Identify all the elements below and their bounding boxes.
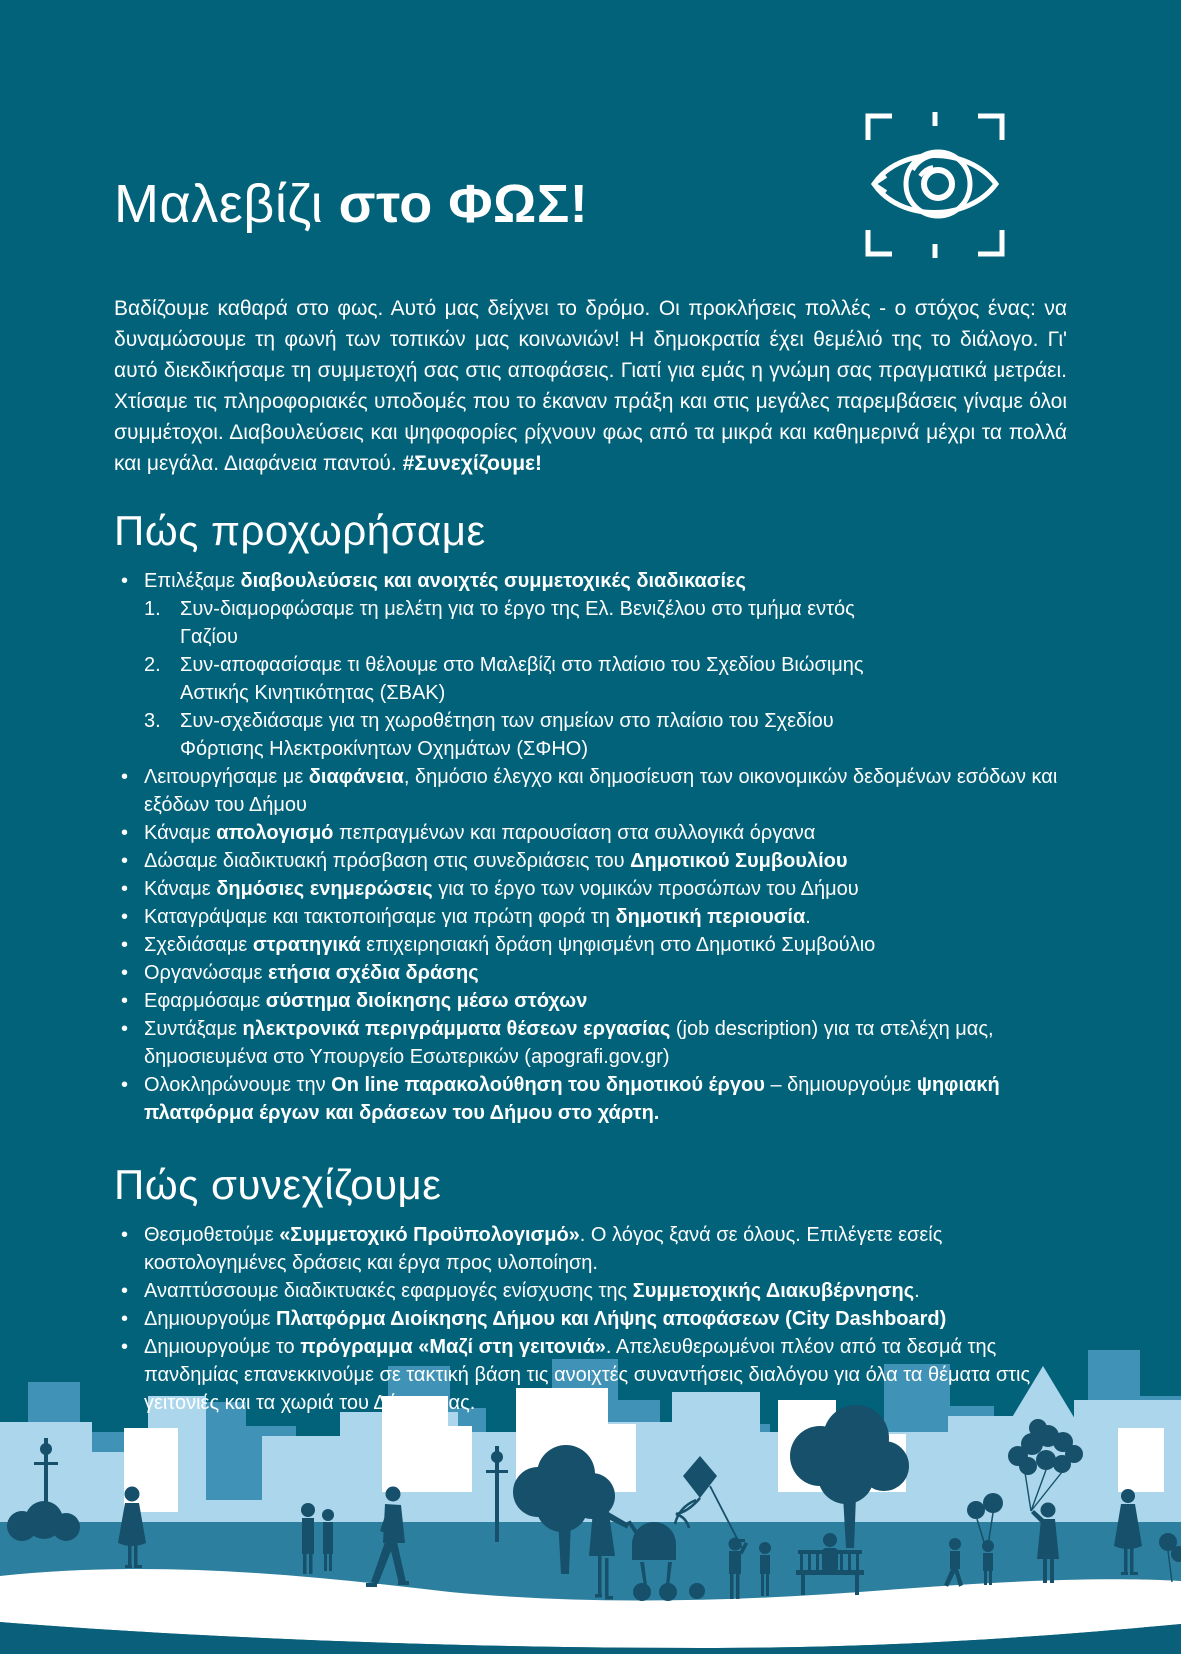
list-item-text: Οργανώσαμε ετήσια σχέδια δράσης	[144, 961, 479, 984]
bullet-marker: •	[121, 1279, 129, 1302]
list-item-text: Σχεδιάσαμε στρατηγικά επιχειρησιακή δράση ψηφισμένη στο Δημοτικό Συμβούλιο	[144, 933, 876, 956]
page-title-bold: στο ΦΩΣ!	[338, 174, 589, 234]
eye-viewfinder-icon	[860, 104, 1010, 264]
bullet-marker: •	[121, 1017, 129, 1040]
list-item-text: Κάναμε απολογισμό πεπραγμένων και παρουσίαση στα συλλογικά όργανα	[144, 821, 816, 844]
intro-paragraph: Βαδίζουμε καθαρά στο φως. Αυτό μας δείχνει το δρόμο. Οι προκλήσεις πολλές - ο στόχος ένας: να δυναμώσουμε τη φωνή των τοπικών μας κοινωνιών! Η δημοκρατία έχει θεμέλιό της το διάλογο. Γι' αυτό διεκδικήσαμε τη συμμετοχή σας στις αποφάσεις. Γιατί για εμάς η γνώμη σας πραγματικά μετράει. Χτίσαμε τις πληροφοριακές υποδομές που το έκαναν πράξη και στις μεγάλες παρεμβάσεις γίναμε όλοι συμμέτοχοι. Διαβουλεύσεις και ψηφοφορίες ρίχνουν φως από τα μικρά και καθημερινά μέχρι τα πολλά και μεγάλα. Διαφάνεια παντού. #Συνεχίζουμε!	[114, 296, 1067, 475]
list-item-text: Αναπτύσσουμε διαδικτυακές εφαρμογές ενίσχυσης της Συμμετοχικής Διακυβέρνησης.	[144, 1279, 920, 1302]
list-item	[114, 931, 1067, 959]
page-title-light: Μαλεβίζι	[114, 174, 339, 234]
list-item-text: Συντάξαμε ηλεκτρονικά περιγράμματα θέσεων εργασίας (job description) για τα στελέχη μας, δημοσιευμένα στο Υπουργείο Εσωτερικών (apografi.gov.gr)	[144, 1017, 994, 1068]
list-item-text: Ολοκληρώνουμε την On line παρακολούθηση του δημοτικού έργου – δημιουργούμε ψηφιακή πλατφόρμα έργων και δράσεων του Δήμου στο χάρτη.	[144, 1073, 1000, 1124]
bullet-marker: •	[121, 933, 129, 956]
list-item-text: Λειτουργήσαμε με διαφάνεια, δημόσιο έλεγχο και δημοσίευση των οικονομικών δεδομένων εσόδων και εξόδων του Δήμου	[144, 765, 1058, 816]
list-item	[114, 567, 1067, 763]
bullet-marker: •	[121, 1307, 129, 1330]
flyer-content	[0, 176, 1181, 1417]
list-item-text: Θεσμοθετούμε «Συμμετοχικό Προϋπολογισμό». Ο λόγος ξανά σε όλους. Επιλέγετε εσείς κοστολογημένες δράσεις και έργα προς υλοποίηση.	[144, 1223, 943, 1274]
number-marker: 2.	[144, 653, 161, 676]
numbered-item	[144, 651, 914, 707]
list-item	[114, 959, 1067, 987]
list-item	[114, 1305, 1067, 1333]
list-item	[114, 1071, 1067, 1127]
bullet-marker: •	[121, 1223, 129, 1246]
list-item	[114, 1015, 1067, 1071]
list-item-text: Καταγράψαμε και τακτοποιήσαμε για πρώτη φορά τη δημοτική περιουσία.	[144, 905, 811, 928]
list-item	[114, 763, 1067, 819]
numbered-list	[144, 595, 914, 763]
bullet-marker: •	[121, 877, 129, 900]
bullet-marker: •	[121, 765, 129, 788]
list-item	[114, 1333, 1067, 1417]
bullet-marker: •	[121, 1073, 129, 1096]
number-marker: 1.	[144, 597, 161, 620]
numbered-item-text: Συν-αποφασίσαμε τι θέλουμε στο Μαλεβίζι στο πλαίσιο του Σχεδίου Βιώσιμης Αστικής Κινητικότητας (ΣΒΑΚ)	[180, 653, 864, 704]
section-heading-past: Πώς προχωρήσαμε	[114, 506, 486, 554]
bullet-marker: •	[121, 905, 129, 928]
bullet-marker: •	[121, 989, 129, 1012]
bullet-marker: •	[121, 961, 129, 984]
numbered-item	[144, 595, 914, 651]
list-item-text: Δώσαμε διαδικτυακή πρόσβαση στις συνεδριάσεις του Δημοτικού Συμβουλίου	[144, 849, 848, 872]
numbered-item-text: Συν-σχεδιάσαμε για τη χωροθέτηση των σημείων στο πλαίσιο του Σχεδίου Φόρτισης Ηλεκτροκίνητων Οχημάτων (ΣΦΗΟ)	[180, 709, 834, 760]
past-list	[114, 567, 1067, 1127]
list-item	[114, 903, 1067, 931]
list-item-text: Επιλέξαμε διαβουλεύσεις και ανοιχτές συμμετοχικές διαδικασίες	[144, 569, 746, 592]
bullet-marker: •	[121, 569, 129, 592]
bullet-marker: •	[121, 1335, 129, 1358]
list-item	[114, 987, 1067, 1015]
numbered-item	[144, 707, 914, 763]
future-list	[114, 1221, 1067, 1417]
list-item	[114, 875, 1067, 903]
list-item	[114, 1277, 1067, 1305]
list-item	[114, 819, 1067, 847]
numbered-item-text: Συν-διαμορφώσαμε τη μελέτη για το έργο της Ελ. Βενιζέλου στο τμήμα εντός Γαζίου	[180, 597, 855, 648]
list-item-text: Δημιουργούμε Πλατφόρμα Διοίκησης Δήμου και Λήψης αποφάσεων (City Dashboard)	[144, 1307, 947, 1330]
list-item-text: Δημιουργούμε το πρόγραμμα «Μαζί στη γειτονιά». Απελευθερωμένοι πλέον από τα δεσμά της πανδημίας επανεκκινούμε σε τακτική βάση τις ανοιχτές συναντήσεις διαλόγου για όλα τα θέματα στις γειτονιές και τα χωριά του Δήμου μας.	[144, 1335, 1031, 1414]
number-marker: 3.	[144, 709, 161, 732]
list-item-text: Κάναμε δημόσιες ενημερώσεις για το έργο των νομικών προσώπων του Δήμου	[144, 877, 859, 900]
list-item	[114, 1221, 1067, 1277]
list-item	[114, 847, 1067, 875]
list-item-text: Εφαρμόσαμε σύστημα διοίκησης μέσω στόχων	[144, 989, 588, 1012]
bullet-marker: •	[121, 821, 129, 844]
bullet-marker: •	[121, 849, 129, 872]
section-heading-future: Πώς συνεχίζουμε	[114, 1160, 442, 1208]
